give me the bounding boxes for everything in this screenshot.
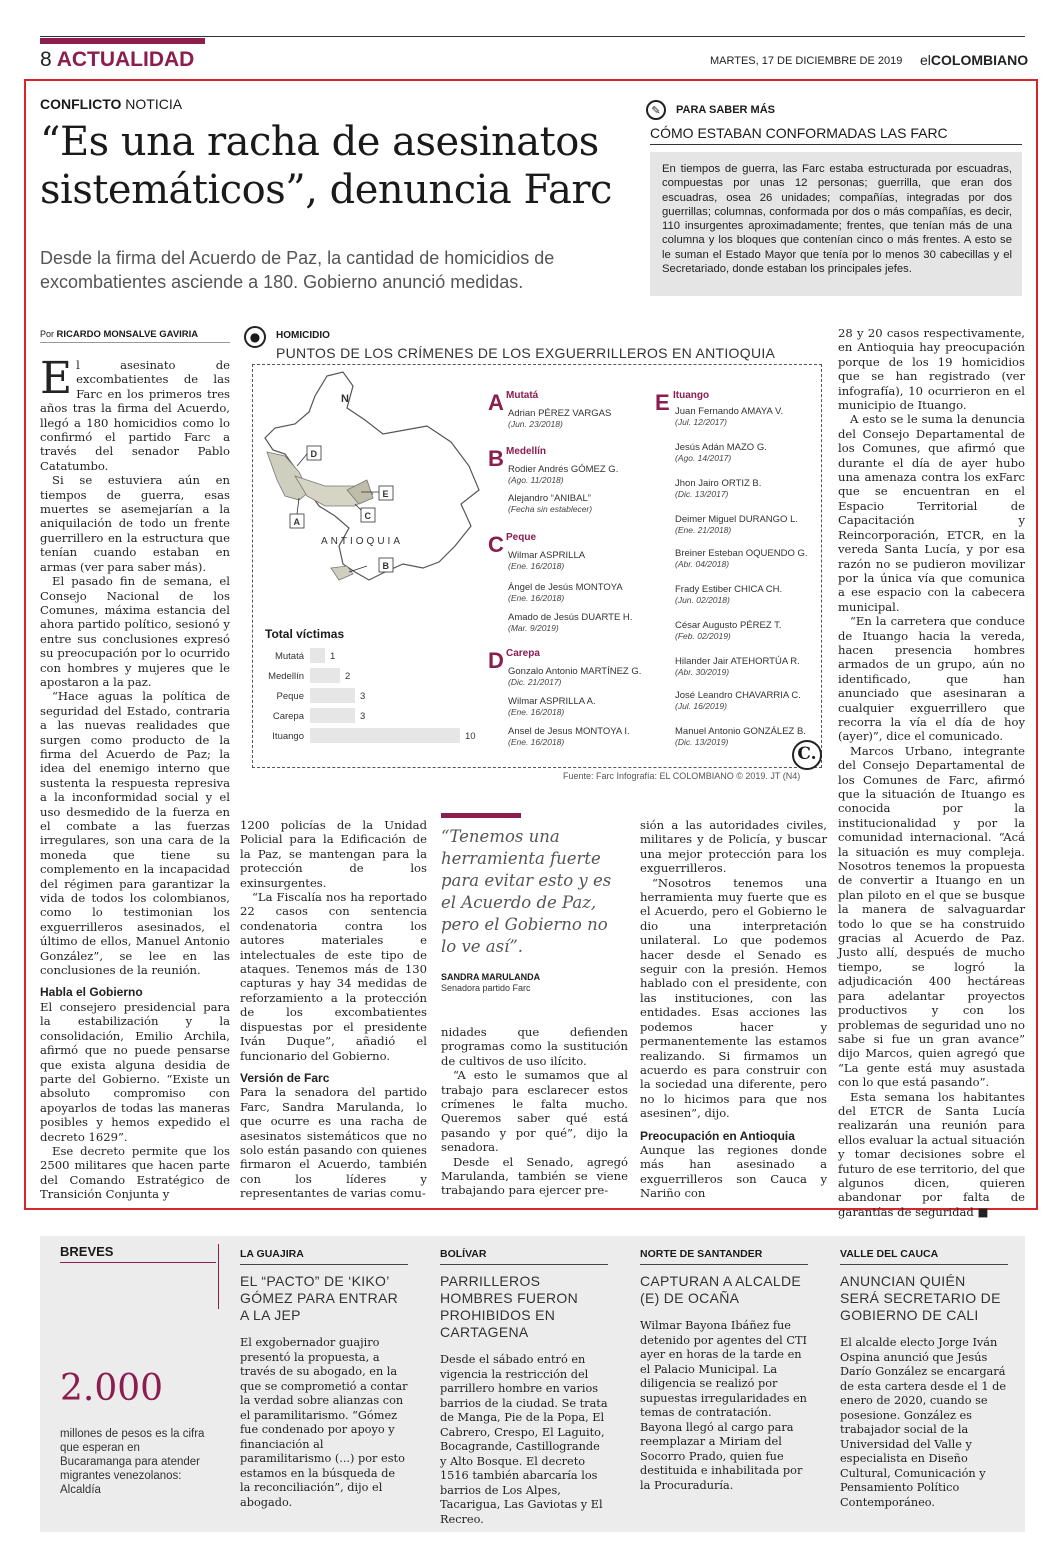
paragraph: “Hace aguas la política de seguridad del Estado, contraria a las nuevas realidades que surgen como producto de la firma del Acuerdo de Paz; la idea del enemigo interno que sustenta la respuesta represiva a la inconformidad social y el uso desmedido de la fuerza en el combate a las fuerzas irregulares, son una cara de la moneda que tiene su complemento en la incapacidad del régimen para garantizar la vida de todos los colombianos, como lo testimonian los exguerrilleros asesinados, el último de ellos, Manuel Antonio González”, se lee en las conclusiones de la reunión. <box>40 689 230 978</box>
paragraph: nidades que defienden programas como la sustitución de cultivos de uso ilícito. <box>441 1025 628 1068</box>
bar-category-label: Medellín <box>268 671 304 682</box>
headline-line-1: “Es una racha de asesinatos <box>40 119 599 165</box>
breve-valle-del-cauca <box>840 1248 1008 1510</box>
breves-divider <box>218 1244 219 1309</box>
subhead: Habla el Gobierno <box>40 985 143 1000</box>
byline-name: RICARDO MONSALVE GAVIRIA <box>56 329 199 340</box>
victim-entry: Juan Fernando AMAYA V. (Jul. 12/2017) <box>675 406 784 427</box>
bar-value-label: 10 <box>465 731 476 742</box>
infographic-title: PUNTOS DE LOS CRÍMENES DE LOS EXGUERRILLEROS EN ANTIOQUIA <box>276 345 776 361</box>
article-column-4 <box>640 818 827 1201</box>
victim-entry: Wilmar ASPRILLA A. (Ene. 16/2018) <box>508 696 596 717</box>
victim-entry: César Augusto PÉREZ T. (Feb. 02/2019) <box>675 620 782 641</box>
victim-entry: Hilander Jair ATEHORTÚA R. (Abr. 30/2019) <box>675 656 800 677</box>
headline-line-2: sistemáticos”, denuncia Farc <box>40 167 612 213</box>
article-dek: Desde la firma del Acuerdo de Paz, la cantidad de homicidios de excombatientes asciende a 180. Gobierno anunció medidas. <box>40 248 555 292</box>
breves-title: BREVES <box>60 1244 114 1259</box>
bar-category-label: Peque <box>276 691 304 702</box>
breve-text: Desde el sábado entró en vigencia la restricción del parrillero hombre en varios barrios de la ciudad. Se trata de Manga, Pie de la Popa, El Cabrero, Crespo, El Laguito, Bocagrande, Castillogrande y Alto Bosque. El decreto 1516 también abarcaría los barrios de Los Alpes, Tacarigua, Las Gaviotas y El Recreo. <box>440 1353 608 1526</box>
victim-entry: Breiner Esteban OQUENDO G. (Abr. 04/2018) <box>675 548 808 569</box>
breve-la-guajira <box>240 1248 408 1510</box>
paragraph: “A esto le sumamos que al trabajo para esclarecer estos crímenes le falta mucho. Queremos saber qué está pasando y por qué”, dijo la senadora. <box>441 1068 628 1155</box>
breve-norte-de-santander <box>640 1248 808 1493</box>
map-label: ANTIOQUIA <box>321 536 404 547</box>
group-d <box>488 648 648 758</box>
paragraph: Ese decreto permite que los 2500 militares que hacen parte del Comando Estratégico de Transición Conjunta y <box>40 1143 230 1202</box>
victim-entry: Frady Estiber CHICA CH. (Jun. 02/2018) <box>675 584 783 605</box>
bar-value-label: 2 <box>345 671 351 682</box>
group-name: Carepa <box>506 648 540 659</box>
paragraph: sión a las autoridades civiles, militares y de Policía, y buscar una mejor protección para los exguerrilleros. <box>640 818 827 876</box>
paragraph: Marcos Urbano, integrante del Consejo Departamental de los Comunes de Farc, afirmó que la situación de Ituango es conocida por la institucionalidad y por la comunidad internacional. “Acá la situación es muy compleja. Nosotros tenemos la propuesta de convertir a Ituango en un plan piloto en el que se busque la manera de salvaguardar todo lo que se ha construido gracias al Acuerdo de Paz. Justo allí, después de mucho tiempo, se logró la adjudicación 400 hectáreas para adelantar proyectos productivos y con los problemas de seguridad uno no sabe si fue un gran avance” dijo Marcos, quien agregó que “La gente está muy asustada con lo que está pasando”. <box>838 743 1025 1090</box>
pull-quote: “Tenemos una herramienta fuerte para evitar esto y es el Acuerdo de Paz, pero el Gobierno no lo ve así”. <box>441 827 612 956</box>
paragraph: 28 y 20 casos respectivamente, en Antioquia hay preocupación porque de los 19 homicidios que se han registrado (ver infografía), 10 ocurrieron en el municipio de Ituango. <box>838 326 1025 413</box>
paragraph: l asesinato de excombatientes de las Farc en los primeros tres años tras la firma del Acuerdo, llegó a 180 homicidios como lo confirmó el partido Farc a través del senador Pablo Catatumbo. <box>40 358 230 473</box>
group-letter: E <box>655 390 670 415</box>
victim-entry: Jhon Jairo ORTIZ B. (Dic. 13/2017) <box>675 478 762 499</box>
quote-rule <box>441 813 521 818</box>
byline-rule <box>40 342 230 343</box>
breve-region: NORTE DE SANTANDER <box>640 1248 763 1260</box>
map-marker-e: E <box>382 489 389 499</box>
breve-headline: ANUNCIAN QUIÉN SERÁ SECRETARIO DE GOBIERNO DE CALI <box>840 1273 1001 1323</box>
group-letter: A <box>488 390 504 415</box>
article-column-1 <box>40 353 230 1202</box>
bar-value-label: 1 <box>330 651 336 662</box>
brand-name: COLOMBIANO <box>930 52 1029 68</box>
breve-headline: CAPTURAN A ALCALDE (E) DE OCAÑA <box>640 1273 802 1306</box>
victim-entry: Ansel de Jesus MONTOYA I. (Ene. 16/2018) <box>508 726 630 747</box>
bar <box>310 728 460 743</box>
breves-number-caption: millones de pesos es la cifra que esperan en Bucaramanga para atender migrantes venezolanos: Alcaldía <box>60 1428 205 1496</box>
page-number: 8 <box>40 48 52 71</box>
group-name: Medellín <box>506 446 547 457</box>
group-name: Peque <box>506 532 537 543</box>
group-e <box>655 390 815 760</box>
breves-rule <box>60 1262 216 1263</box>
group-letter: B <box>488 446 504 471</box>
bar-category-label: Ituango <box>272 731 304 742</box>
paragraph: El pasado fin de semana, el Consejo Nacional de los Comunes, máxima estancia del ahora partido político, sesionó y entre sus conclusiones expresó su preocupación por lo ocurrido con hombres y mujeres que le apostaron a la paz. <box>40 574 230 689</box>
breve-headline: PARRILLEROS HOMBRES FUERON PROHIBIDOS EN CARTAGENA <box>440 1273 578 1340</box>
quote-author-role: Senadora partido Farc <box>441 983 531 993</box>
section-name: ACTUALIDAD <box>56 48 195 71</box>
breve-region: BOLÍVAR <box>440 1248 487 1260</box>
antioquia-map <box>255 368 490 628</box>
victim-entry: Deimer Miguel DURANGO L. (Ene. 21/2018) <box>675 514 798 535</box>
pin-icon: ✎ <box>646 100 666 120</box>
group-a <box>488 390 648 440</box>
victim-entry: Wilmar ASPRILLA (Ene. 16/2018) <box>508 550 586 571</box>
subhead: Preocupación en Antioquia <box>640 1128 795 1143</box>
victim-entry: Ángel de Jesús MONTOYA (Ene. 16/2018) <box>508 582 623 603</box>
sidebox-title: PARA SABER MÁS <box>676 104 776 116</box>
paragraph: “Nosotros tenemos una herramienta muy fuerte que es el Acuerdo, pero el Gobierno le dio una interpretación unilateral. Lo que podemos hacer desde el Senado es seguir con la presión. Hemos hablado con el presidente, con las instituciones, con las entidades. Esas acciones las podemos hacer y permanentemente las estamos realizando. Si firmamos un acuerdo es para construir con la sociedad una diferente, pero no lo hicimos para que nos asesinen”, dijo. <box>640 875 827 1121</box>
article-column-3 <box>441 1025 628 1198</box>
map-marker-b: B <box>382 561 389 571</box>
sidebox-subtitle: CÓMO ESTABAN CONFORMADAS LAS FARC <box>650 125 1022 145</box>
breve-headline: EL “PACTO” DE ‘KIKO’ GÓMEZ PARA ENTRAR A LA JEP <box>240 1273 399 1323</box>
bar-value-label: 3 <box>360 691 366 702</box>
victim-entry: Alejandro “ANIBAL” (Fecha sin establecer) <box>508 493 593 514</box>
bar-category-label: Mutatá <box>274 651 304 662</box>
header-rule <box>40 36 1025 37</box>
bar <box>310 648 325 663</box>
el-colombiano-logo-icon: C. <box>792 740 822 770</box>
bar-value-label: 3 <box>360 711 366 722</box>
paragraph: Esta semana los habitantes del ETCR de Santa Lucía realizarán una reunión para ellos evaluar la actual situación y tomar decisiones sobre el futuro de ese territorio, del que algunos dicen, quieren abandonar por falta de garantías de seguridad ■ <box>838 1089 1025 1219</box>
byline-prefix: Por <box>40 329 55 339</box>
paragraph: Aunque las regiones donde más han asesinado a exguerrilleros son Cauca y Nariño con <box>640 1142 827 1201</box>
group-letter: C <box>488 532 504 557</box>
map-marker-a: A <box>293 517 300 527</box>
victim-entry: Amado de Jesús DUARTE H. (Mar. 9/2019) <box>508 612 633 633</box>
bar <box>310 688 355 703</box>
subhead: Versión de Farc <box>240 1070 330 1085</box>
map-marker-c: C <box>364 511 371 521</box>
group-c <box>488 532 648 642</box>
page-section <box>40 48 194 72</box>
chart-title: Total víctimas <box>265 627 345 641</box>
issue-date: MARTES, 17 DE DICIEMBRE DE 2019 <box>710 55 903 67</box>
infographic-source: Fuente: Farc Infografía: EL COLOMBIANO © 2019. JT (N4) <box>563 771 801 781</box>
infographic-kicker: HOMICIDIO <box>276 330 330 341</box>
victim-entry: Gonzalo Antonio MARTÍNEZ G. (Dic. 21/2017) <box>508 666 642 687</box>
paragraph: El consejero presidencial para la estabilización y la consolidación, Emilio Archila, afirmó que no puede pensarse que exista alguna desidia de parte del Gobierno. “Existe un absoluto compromiso con apoyarlos de todas las maneras posibles y hemos expedido el decreto 1629”. <box>40 999 230 1144</box>
section-accent-bar <box>40 38 205 44</box>
paragraph: Para la senadora del partido Farc, Sandra Marulanda, lo que ocurre es una racha de asesinatos sistemáticos que no solo están pasando con quienes firmaron el Acuerdo, también con los líderes y representantes de varias comu- <box>240 1085 427 1201</box>
group-letter: D <box>488 648 504 673</box>
breve-region: VALLE DEL CAUCA <box>840 1248 939 1260</box>
north-icon: N <box>341 393 349 405</box>
paragraph: “En la carretera que conduce de Ituango hacia la vereda, hacen presencia hombres armados de un grupo, aún no identificado, que han anunciado que asesinaran a cualquier exguerrillero que recorra la vía el día de hoy (ayer)”, dice el comunicado. <box>838 614 1025 744</box>
article-column-5 <box>838 326 1025 1219</box>
paragraph: Desde el Senado, agregó Marulanda, también se viene trabajando para ejercer pre- <box>441 1154 628 1198</box>
article-headline <box>40 118 640 214</box>
homicide-icon: ● <box>244 326 266 348</box>
victim-entry: Rodier Andrés GÓMEZ G. (Ago. 11/2018) <box>508 464 619 485</box>
breve-text: Wilmar Bayona Ibáñez fue detenido por agentes del CTI ayer en horas de la tarde en el Palacio Municipal. La diligencia se realizó por supuestas irregularidades en temas de contratación. Bayona llegó al cargo para reemplazar a Miriam del Socorro Prado, quien fue destituida e inhabilitada por la Procuraduría. <box>640 1319 807 1492</box>
bar-category-label: Carepa <box>272 711 304 722</box>
breve-region: LA GUAJIRA <box>240 1248 304 1260</box>
article-kicker <box>40 96 182 112</box>
victim-entry: Jesús Adán MAZO G. (Ago. 14/2017) <box>675 442 767 463</box>
group-b <box>488 446 648 526</box>
kicker-topic: CONFLICTO <box>40 96 122 112</box>
kicker-type: NOTICIA <box>125 96 183 112</box>
victim-entry: José Leandro CHAVARRIA C. (Jul. 16/2019) <box>675 690 801 711</box>
bar <box>310 708 355 723</box>
paragraph: A esto se le suma la denuncia del Consejo Departamental de los Comunes, que afirmó que durante el día de ayer hubo una amenaza contra los exFarc que se encuentran en el Espacio Territorial de Capacitación y Reincorporación, ETCR, en la vereda Santa Lucía, y por esa razón no se pudieron movilizar por la única vía que comunica a ese espacio con la cabecera municipal. <box>838 412 1025 614</box>
victims-bar-chart <box>255 642 495 757</box>
breve-text: El exgobernador guajiro presentó la propuesta, a través de su abogado, en la que se comprometió a contar la verdad sobre alianzas con el paramilitarismo. “Gómez fue condenado por apoyo y financiación al paramilitarismo (...) por esto estamos en la búsqueda de la reconciliación”, dijo el abogado. <box>240 1336 408 1509</box>
group-name: Ituango <box>673 390 710 401</box>
group-name: Mutatá <box>506 390 539 401</box>
paragraph: 1200 policías de la Unidad Policial para la Edificación de la Paz, se mantengan para la protección de los exinsurgentes. <box>240 818 427 890</box>
breve-bolivar <box>440 1248 608 1527</box>
quote-author: SANDRA MARULANDA <box>441 972 541 982</box>
map-marker-d: D <box>310 449 317 459</box>
bar <box>310 668 340 683</box>
breve-text: El alcalde electo Jorge Iván Ospina anunció que Jesús Darío González se encargará de esta cartera desde el 1 de enero de 2020, cuando se posesione. González es trabajador social de la Universidad del Valle y especialista en Diseño Cultural, Comunicación y Pensamiento Político Contemporáneo. <box>840 1336 1007 1509</box>
byline <box>40 329 198 340</box>
breves-big-number: 2.000 <box>60 1368 164 1409</box>
article-column-2 <box>240 818 427 1201</box>
sidebox-body: En tiempos de guerra, las Farc estaba estructurada por escuadras, compuestas por unas 12 personas; guerrilla, que eran dos escuadras, osea 26 unidades; compañías, integradas por dos guerrillas; columnas, conformada por dos o más compañías, es decir, 110 insurgentes aproximadamente; frentes, que tenían más de una columna y los bloques que contenían cinco o más frentes. A esto se le suman el Estado Mayor que tenía por lo menos 30 cabecillas y el Secretariado, donde estaban los principales jefes. <box>650 152 1022 296</box>
paragraph: “La Fiscalía nos ha reportado 22 casos con sentencia condenatoria contra los autores materiales e intelectuales de este tipo de ataques. Tenemos más de 130 capturas y hay 34 medidas de reforzamiento a la protección de los excombatientes dispuestas por el presidente Iván Duque”, añadió el funcionario del Gobierno. <box>240 890 427 1063</box>
masthead-logo <box>920 52 1028 68</box>
drop-cap: E <box>40 353 73 404</box>
paragraph: Si se estuviera aún en tiempos de guerra, esas muertes se asemejarían a la aniquilación de todo un frente guerrillero en la estructura que tenían cuando estaban en armas (ver para saber más). <box>40 473 230 574</box>
victim-entry: Adrian PÉREZ VARGAS (Jun. 23/2018) <box>508 408 612 429</box>
victim-entry: Manuel Antonio GONZÁLEZ B. (Dic. 13/2019) <box>675 726 806 747</box>
brand-prefix: el <box>920 52 931 68</box>
